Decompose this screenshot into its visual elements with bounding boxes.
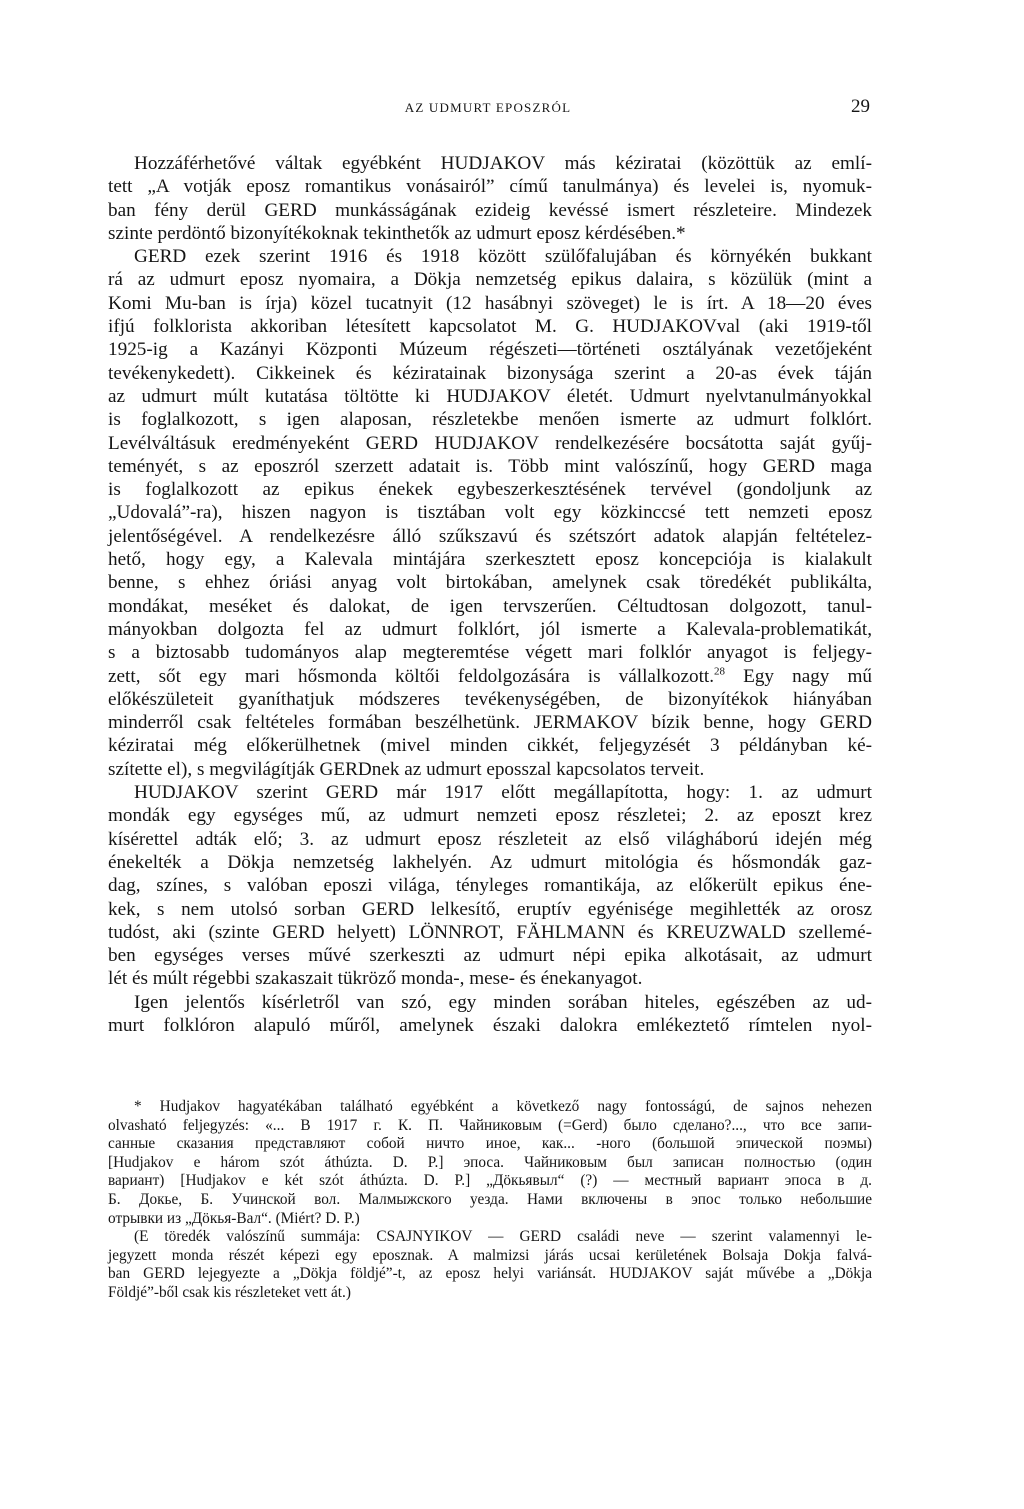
- text-line: is foglalkozott az epikus énekek egybeszerkesztésének tervével (gondoljunk az: [108, 479, 872, 501]
- page-header: [108, 96, 868, 120]
- text-line: kísérettel adták elő; 3. az udmurt eposz részleteit az első világháború idején még: [108, 828, 872, 850]
- footnote-line: ban GERD lejegyezte a „Dökja földjé”-t, az eposz helyi variánsát. HUDJAKOV saját művébe a „Dökja: [108, 1265, 872, 1283]
- text-line: előkészületeit gyaníthatjuk módszeres tevékenységében, de bizonyítékok hiányában: [108, 688, 872, 710]
- text-line: Hozzáférhetővé váltak egyébként HUDJAKOV más kéziratai (közöttük az emlí-: [134, 153, 872, 174]
- text-line: kéziratai még előkerülhetnek (mivel minden cikkét, feljegyzését 3 példányban ké-: [108, 735, 872, 757]
- text-segment: zett, sőt egy mari hősmonda költői feldolgozására is vállalkozott.: [108, 665, 715, 687]
- text-line: HUDJAKOV szerint GERD már 1917 előtt megállapította, hogy: 1. az udmurt: [134, 782, 872, 804]
- text-line: Levélváltásuk eredményeként GERD HUDJAKOV rendelkezésére bocsátotta saját gyűj-: [108, 432, 872, 454]
- text-line: 1925-ig a Kazányi Központi Múzeum régészeti—történeti osztályának vezetőjeként: [108, 339, 872, 361]
- text-line: „Udovalá”-ra), hiszen nagyon is tisztában volt egy közkinccsé tett nemzeti eposz: [108, 502, 872, 524]
- text-line: tevékenykedett). Cikkeinek és kéziratainak bizonysága szerint a 20-as évek táján: [108, 362, 872, 384]
- footnote-line: [Hudjakov e három szót áthúzta. D. P.] эпоса. Чайниковым был записан полностью (один: [108, 1153, 872, 1171]
- text-line: ban fény derül GERD munkásságának ezideig kevéssé ismert részleteire. Mindezek: [108, 199, 872, 221]
- text-line: dag, színes, s valóban eposzi világa, tényleges romantikája, az előkerült epikus éne-: [108, 875, 872, 897]
- text-line: szinte perdöntő bizonyítékoknak tekinthetők az udmurt eposz kérdésében.*: [108, 222, 686, 244]
- running-title: AZ UDMURT EPOSZRÓL: [404, 100, 572, 115]
- text-line: kek, s nem utolsó sorban GERD lelkesítő, eruptív egyénisége megihlették az orosz: [108, 898, 872, 920]
- text-line: hető, hogy egy, a Kalevala mintájára szerkesztett eposz koncepciója is kialakult: [108, 549, 872, 571]
- text-line: minderről csak feltételes formában beszélhetünk. JERMAKOV bízik benne, hogy GERD: [108, 712, 872, 734]
- footnote-line: jegyzett monda részét képezi egy eposznak. A malmizsi járás ucsai kerületének Bolsaja Dokja falvá-: [108, 1246, 872, 1264]
- footnote-line: * Hudjakov hagyatékában található egyébként a következő nagy fontosságú, de sajnos nehezen: [134, 1098, 872, 1115]
- main-text: [108, 152, 872, 1037]
- text-line: tett „A votják eposz romantikus vonásairól” című tanulmánya) és levelei is, nyomuk-: [108, 176, 872, 198]
- text-line: is foglalkozott, s igen alaposan, részletekbe menően ismerte az udmurt folklórt.: [108, 409, 872, 431]
- text-line: jelentőségével. A rendelkezésre álló szűkszavú és szétszórt adatok alapján feltételez-: [108, 525, 872, 547]
- text-line: benne, s ehhez óriási anyag volt birtokában, amelynek csak töredékét publikálta,: [108, 572, 872, 594]
- page-number: 29: [851, 96, 870, 117]
- text-line: Komi Mu-ban is írja) közel tucatnyit (12 hasábnyi szöveget) le is írt. A 18—20 éves: [108, 292, 872, 314]
- text-line: mondák egy egységes mű, az udmurt nemzeti eposz részletei; 2. az eposzt krez: [108, 805, 872, 827]
- footnote-line: санные сказания представляют собой ничто иное, как... -ного (большой эпической поэмы): [108, 1135, 872, 1153]
- footnote-reference: 28: [714, 665, 726, 678]
- text-line: mányokban dolgozta fel az udmurt folklórt, jól ismerte a Kalevala-problematikát,: [108, 618, 872, 640]
- text-line: rá az udmurt eposz nyomaira, a Dökja nemzetség epikus dalaira, s közülük (mint a: [108, 269, 872, 291]
- text-line: murt folklóron alapuló műről, amelynek északi dalokra emlékeztető rímtelen nyol-: [108, 1014, 872, 1036]
- text-line: tudóst, aki (szinte GERD helyett) LÖNNROT, FÄHLMANN és KREUZWALD szellemé-: [108, 921, 872, 943]
- footnote-line: вариант) [Hudjakov e két szót áthúzta. D. P.] „Дöкьявыл“ (?) — местный вариант эпоса в д.: [108, 1172, 872, 1190]
- text-line: GERD ezek szerint 1916 és 1918 között szülőfalujában és környékén bukkant: [134, 246, 872, 268]
- footnote-line: Földjé”-ből csak kis részleteket vett át.): [108, 1283, 351, 1301]
- text-segment: Egy nagy mű: [725, 665, 872, 687]
- footnotes: [108, 1098, 872, 1303]
- text-line: [108, 665, 872, 688]
- footnote-line: olvasható feljegyzés: «... В 1917 г. К. П. Чайниковым (=Gerd) было сделано?..., что все запи-: [108, 1116, 872, 1134]
- text-line: ben egységes verses művé szerkeszti az udmurt népi epika alkotásait, az udmurt: [108, 945, 872, 967]
- text-line: ifjú folklorista akkoriban létesített kapcsolatot M. G. HUDJAKOVval (aki 1919-től: [108, 316, 872, 338]
- footnote-line: отрывки из „Дöкья-Вал“. (Miért? D. P.): [108, 1209, 360, 1227]
- text-line: teményét, s az eposzról szerzett adatait is. Több mint valószínű, hogy GERD maga: [108, 455, 872, 477]
- text-line: énekelték a Dökja nemzetség lakhelyén. Az udmurt mitológia és hősmondák gaz-: [108, 851, 872, 873]
- text-line: az udmurt múlt kutatása töltötte ki HUDJAKOV életét. Udmurt nyelvtanulmányokkal: [108, 385, 872, 407]
- footnote-line: Б. Докье, Б. Учинской вол. Малмыжского уезда. Нами включены в эпос только небольшие: [108, 1190, 872, 1208]
- text-line: lét és múlt régebbi szakaszait tükröző monda-, mese- és énekanyagot.: [108, 968, 643, 990]
- text-line: mondákat, meséket és dalokat, de igen tervszerűen. Céltudtosan dolgozott, tanul-: [108, 595, 872, 617]
- text-line: Igen jelentős kísérletről van szó, egy minden sorában hiteles, egészében az ud-: [134, 991, 872, 1013]
- footnote-line: (E töredék valószínű summája: CSAJNYIKOV — GERD családi neve — szerint valamennyi le-: [134, 1228, 872, 1246]
- text-line: s a biztosabb tudományos alap megteremtése végett mari folklór anyagot is feljegy-: [108, 642, 872, 664]
- text-line: szítette el), s megvilágítják GERDnek az udmurt eposszal kapcsolatos terveit.: [108, 758, 705, 780]
